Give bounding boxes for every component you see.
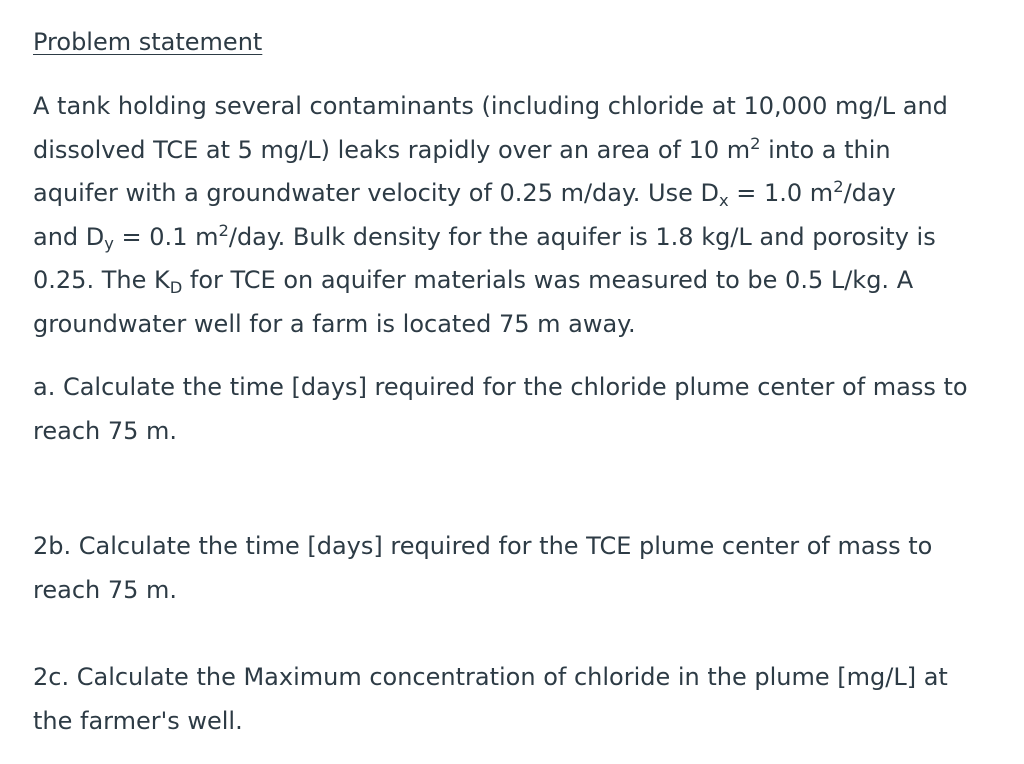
question-c (33, 656, 1008, 743)
intro-line-3: aquifer with a groundwater velocity of 0.25 m/day. Use $D_x = 1.0$ $m^2$/day (33, 177, 896, 210)
intro-line-2: dissolved TCE at 5 mg/L) leaks rapidly over an area of 10 $m^2$ into a thin (33, 133, 891, 164)
problem-paragraph (33, 85, 1008, 346)
intro-line-1: A tank holding several contaminants (including chloride at 10,000 mg/L and (33, 92, 948, 120)
superscript: 2 (833, 177, 844, 197)
question-a-line-2: reach 75 m. (33, 416, 178, 445)
question-a-line-1: a. Calculate the time [days] required for the chloride plume center of mass to (33, 373, 968, 401)
intro-line-5: 0.25. The $K_D$ for TCE on aquifer materials was measured to be 0.5 L/kg. A (33, 266, 914, 297)
section-heading: Problem statement (33, 28, 263, 56)
subscript: x (718, 190, 729, 210)
question-c-line-1: 2c. Calculate the Maximum concentration of chloride in the plume [mg/L] at (33, 663, 948, 691)
question-b-line-2: reach 75 m. (33, 575, 178, 604)
subscript: D (169, 277, 183, 297)
question-b-line-1: 2b. Calculate the time [days] required for the TCE plume center of mass to (33, 532, 933, 560)
intro-line-4: and $D_y = 0.1$ $m^2$/day. Bulk density for the aquifer is 1.8 kg/L and porosity is (33, 220, 936, 254)
question-b (33, 525, 1008, 612)
subscript: y (104, 234, 114, 254)
superscript: 2 (750, 133, 761, 153)
intro-line-6: groundwater well for a farm is located 75 m away. (33, 309, 636, 338)
question-a (33, 366, 1008, 453)
question-c-line-2: the farmer's well. (33, 706, 243, 735)
superscript: 2 (218, 220, 229, 240)
